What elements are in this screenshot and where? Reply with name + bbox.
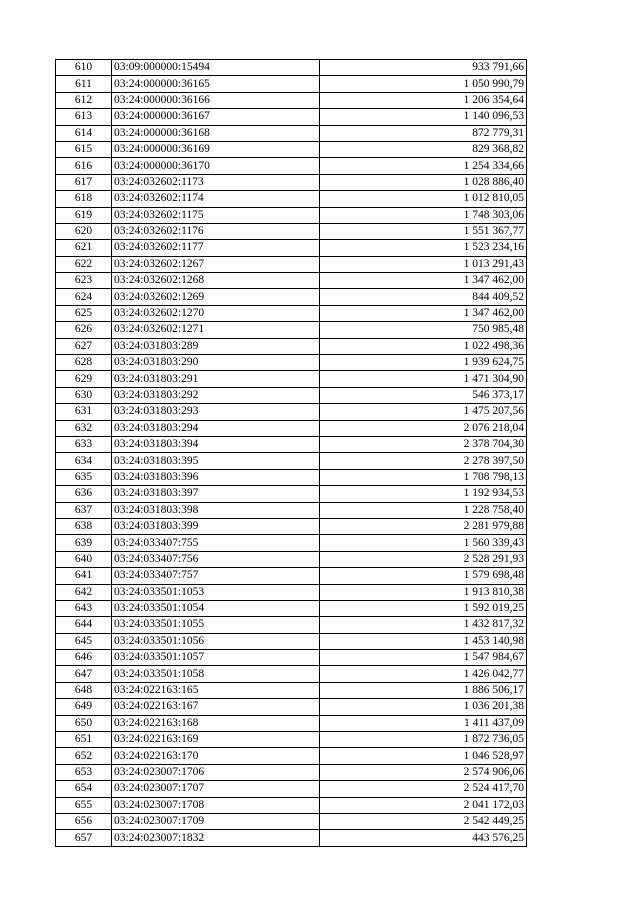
table-row <box>56 682 527 698</box>
row-number-cell: 649 <box>56 699 112 715</box>
row-number-cell: 644 <box>56 617 112 633</box>
row-number-cell: 645 <box>56 633 112 649</box>
table-row <box>56 633 527 649</box>
row-number-cell: 638 <box>56 518 112 534</box>
cadastral-number-cell: 03:24:033407:756 <box>112 551 320 567</box>
row-number-cell: 657 <box>56 830 112 846</box>
table-row <box>56 748 527 764</box>
cadastral-value-cell: 2 524 417,70 <box>320 781 527 797</box>
row-number-cell: 647 <box>56 666 112 682</box>
cadastral-value-cell: 1 748 303,06 <box>320 207 527 223</box>
table-row <box>56 191 527 207</box>
row-number-cell: 613 <box>56 109 112 125</box>
cadastral-number-cell: 03:24:023007:1708 <box>112 797 320 813</box>
table-row <box>56 797 527 813</box>
cadastral-value-cell: 2 278 397,50 <box>320 453 527 469</box>
row-number-cell: 628 <box>56 355 112 371</box>
row-number-cell: 637 <box>56 502 112 518</box>
cadastral-number-cell: 03:24:031803:399 <box>112 518 320 534</box>
row-number-cell: 653 <box>56 764 112 780</box>
cadastral-value-cell: 1 022 498,36 <box>320 338 527 354</box>
cadastral-number-cell: 03:24:033501:1057 <box>112 650 320 666</box>
table-row <box>56 830 527 846</box>
table-row <box>56 305 527 321</box>
table-row <box>56 699 527 715</box>
cadastral-value-cell: 2 542 449,25 <box>320 813 527 829</box>
table-row <box>56 240 527 256</box>
cadastral-value-cell: 546 373,17 <box>320 387 527 403</box>
row-number-cell: 648 <box>56 682 112 698</box>
cadastral-value-cell: 1 013 291,43 <box>320 256 527 272</box>
table-row <box>56 371 527 387</box>
row-number-cell: 636 <box>56 486 112 502</box>
cadastral-value-cell: 1 708 798,13 <box>320 469 527 485</box>
cadastral-value-cell: 1 547 984,67 <box>320 650 527 666</box>
row-number-cell: 612 <box>56 92 112 108</box>
cadastral-number-cell: 03:24:031803:397 <box>112 486 320 502</box>
cadastral-value-cell: 1 872 736,05 <box>320 732 527 748</box>
row-number-cell: 618 <box>56 191 112 207</box>
row-number-cell: 640 <box>56 551 112 567</box>
cadastral-value-cell: 1 347 462,00 <box>320 305 527 321</box>
table-row <box>56 404 527 420</box>
cadastral-value-cell: 2 574 906,06 <box>320 764 527 780</box>
cadastral-number-cell: 03:09:000000:15494 <box>112 60 320 76</box>
row-number-cell: 635 <box>56 469 112 485</box>
cadastral-number-cell: 03:24:023007:1832 <box>112 830 320 846</box>
table-row <box>56 338 527 354</box>
row-number-cell: 620 <box>56 223 112 239</box>
table-row <box>56 355 527 371</box>
cadastral-number-cell: 03:24:032602:1176 <box>112 223 320 239</box>
cadastral-number-cell: 03:24:031803:293 <box>112 404 320 420</box>
cadastral-value-cell: 1 347 462,00 <box>320 273 527 289</box>
cadastral-number-cell: 03:24:000000:36170 <box>112 158 320 174</box>
table-row <box>56 141 527 157</box>
cadastral-number-cell: 03:24:031803:291 <box>112 371 320 387</box>
cadastral-number-cell: 03:24:032602:1267 <box>112 256 320 272</box>
cadastral-value-cell: 1 050 990,79 <box>320 76 527 92</box>
table-row <box>56 420 527 436</box>
cadastral-number-cell: 03:24:032602:1174 <box>112 191 320 207</box>
cadastral-number-cell: 03:24:031803:396 <box>112 469 320 485</box>
row-number-cell: 616 <box>56 158 112 174</box>
cadastral-number-cell: 03:24:023007:1707 <box>112 781 320 797</box>
row-number-cell: 652 <box>56 748 112 764</box>
table-row <box>56 781 527 797</box>
cadastral-number-cell: 03:24:000000:36165 <box>112 76 320 92</box>
row-number-cell: 650 <box>56 715 112 731</box>
cadastral-value-cell: 2 528 291,93 <box>320 551 527 567</box>
row-number-cell: 621 <box>56 240 112 256</box>
cadastral-value-cell: 1 886 506,17 <box>320 682 527 698</box>
cadastral-number-cell: 03:24:032602:1177 <box>112 240 320 256</box>
cadastral-number-cell: 03:24:033501:1056 <box>112 633 320 649</box>
cadastral-value-cell: 1 471 304,90 <box>320 371 527 387</box>
table-row <box>56 109 527 125</box>
cadastral-number-cell: 03:24:031803:290 <box>112 355 320 371</box>
row-number-cell: 646 <box>56 650 112 666</box>
cadastral-value-cell: 1 475 207,56 <box>320 404 527 420</box>
cadastral-number-cell: 03:24:033501:1053 <box>112 584 320 600</box>
cadastral-number-cell: 03:24:033501:1054 <box>112 600 320 616</box>
cadastral-number-cell: 03:24:031803:294 <box>112 420 320 436</box>
table-row <box>56 469 527 485</box>
table-row <box>56 617 527 633</box>
cadastral-value-table <box>55 59 527 847</box>
table-row <box>56 650 527 666</box>
row-number-cell: 634 <box>56 453 112 469</box>
table-row <box>56 207 527 223</box>
cadastral-number-cell: 03:24:031803:395 <box>112 453 320 469</box>
cadastral-number-cell: 03:24:022163:170 <box>112 748 320 764</box>
table-row <box>56 158 527 174</box>
cadastral-number-cell: 03:24:033407:757 <box>112 568 320 584</box>
cadastral-number-cell: 03:24:032602:1270 <box>112 305 320 321</box>
table-row <box>56 732 527 748</box>
table-row <box>56 436 527 452</box>
cadastral-value-cell: 1 432 817,32 <box>320 617 527 633</box>
row-number-cell: 619 <box>56 207 112 223</box>
cadastral-number-cell: 03:24:033501:1058 <box>112 666 320 682</box>
cadastral-number-cell: 03:24:022163:165 <box>112 682 320 698</box>
table-row <box>56 273 527 289</box>
row-number-cell: 624 <box>56 289 112 305</box>
table-row <box>56 60 527 76</box>
cadastral-value-cell: 1 523 234,16 <box>320 240 527 256</box>
cadastral-number-cell: 03:24:031803:292 <box>112 387 320 403</box>
table-row <box>56 322 527 338</box>
cadastral-value-cell: 2 041 172,03 <box>320 797 527 813</box>
row-number-cell: 654 <box>56 781 112 797</box>
table-row <box>56 715 527 731</box>
cadastral-number-cell: 03:24:032602:1175 <box>112 207 320 223</box>
cadastral-value-cell: 1 254 334,66 <box>320 158 527 174</box>
cadastral-value-cell: 1 036 201,38 <box>320 699 527 715</box>
row-number-cell: 627 <box>56 338 112 354</box>
row-number-cell: 625 <box>56 305 112 321</box>
cadastral-number-cell: 03:24:032602:1269 <box>112 289 320 305</box>
table-row <box>56 92 527 108</box>
cadastral-number-cell: 03:24:031803:289 <box>112 338 320 354</box>
cadastral-number-cell: 03:24:022163:167 <box>112 699 320 715</box>
table-row <box>56 502 527 518</box>
cadastral-value-cell: 872 779,31 <box>320 125 527 141</box>
cadastral-value-cell: 829 368,82 <box>320 141 527 157</box>
row-number-cell: 626 <box>56 322 112 338</box>
row-number-cell: 651 <box>56 732 112 748</box>
cadastral-number-cell: 03:24:031803:398 <box>112 502 320 518</box>
cadastral-value-cell: 1 192 934,53 <box>320 486 527 502</box>
cadastral-value-cell: 1 453 140,98 <box>320 633 527 649</box>
table-row <box>56 551 527 567</box>
cadastral-number-cell: 03:24:022163:168 <box>112 715 320 731</box>
row-number-cell: 629 <box>56 371 112 387</box>
cadastral-value-cell: 1 140 096,53 <box>320 109 527 125</box>
row-number-cell: 655 <box>56 797 112 813</box>
row-number-cell: 610 <box>56 60 112 76</box>
cadastral-number-cell: 03:24:000000:36168 <box>112 125 320 141</box>
row-number-cell: 630 <box>56 387 112 403</box>
cadastral-value-cell: 750 985,48 <box>320 322 527 338</box>
cadastral-number-cell: 03:24:031803:394 <box>112 436 320 452</box>
cadastral-number-cell: 03:24:000000:36167 <box>112 109 320 125</box>
cadastral-number-cell: 03:24:000000:36166 <box>112 92 320 108</box>
cadastral-value-cell: 1 206 354,64 <box>320 92 527 108</box>
cadastral-value-cell: 844 409,52 <box>320 289 527 305</box>
cadastral-number-cell: 03:24:023007:1709 <box>112 813 320 829</box>
table-row <box>56 125 527 141</box>
table-row <box>56 453 527 469</box>
table-row <box>56 600 527 616</box>
row-number-cell: 643 <box>56 600 112 616</box>
cadastral-value-cell: 1 560 339,43 <box>320 535 527 551</box>
row-number-cell: 623 <box>56 273 112 289</box>
cadastral-value-cell: 2 378 704,30 <box>320 436 527 452</box>
table-row <box>56 256 527 272</box>
cadastral-number-cell: 03:24:033501:1055 <box>112 617 320 633</box>
row-number-cell: 656 <box>56 813 112 829</box>
cadastral-value-cell: 1 228 758,40 <box>320 502 527 518</box>
cadastral-value-cell: 1 411 437,09 <box>320 715 527 731</box>
table-row <box>56 568 527 584</box>
cadastral-value-cell: 2 076 218,04 <box>320 420 527 436</box>
cadastral-number-cell: 03:24:032602:1268 <box>112 273 320 289</box>
row-number-cell: 631 <box>56 404 112 420</box>
row-number-cell: 614 <box>56 125 112 141</box>
row-number-cell: 639 <box>56 535 112 551</box>
row-number-cell: 622 <box>56 256 112 272</box>
table-row <box>56 486 527 502</box>
table-row <box>56 813 527 829</box>
table-row <box>56 174 527 190</box>
table-row <box>56 289 527 305</box>
cadastral-value-cell: 1 012 810,05 <box>320 191 527 207</box>
cadastral-value-cell: 1 426 042,77 <box>320 666 527 682</box>
row-number-cell: 617 <box>56 174 112 190</box>
cadastral-value-cell: 933 791,66 <box>320 60 527 76</box>
cadastral-value-cell: 1 592 019,25 <box>320 600 527 616</box>
cadastral-number-cell: 03:24:032602:1173 <box>112 174 320 190</box>
row-number-cell: 633 <box>56 436 112 452</box>
cadastral-number-cell: 03:24:032602:1271 <box>112 322 320 338</box>
cadastral-number-cell: 03:24:022163:169 <box>112 732 320 748</box>
table-row <box>56 584 527 600</box>
table-row <box>56 518 527 534</box>
table-row <box>56 387 527 403</box>
table-row <box>56 223 527 239</box>
cadastral-value-cell: 1 551 367,77 <box>320 223 527 239</box>
cadastral-value-cell: 1 913 810,38 <box>320 584 527 600</box>
table-row <box>56 535 527 551</box>
cadastral-value-cell: 443 576,25 <box>320 830 527 846</box>
row-number-cell: 615 <box>56 141 112 157</box>
row-number-cell: 642 <box>56 584 112 600</box>
cadastral-value-cell: 1 579 698,48 <box>320 568 527 584</box>
cadastral-value-cell: 1 939 624,75 <box>320 355 527 371</box>
cadastral-number-cell: 03:24:000000:36169 <box>112 141 320 157</box>
cadastral-value-cell: 1 046 528,97 <box>320 748 527 764</box>
row-number-cell: 632 <box>56 420 112 436</box>
cadastral-value-cell: 2 281 979,88 <box>320 518 527 534</box>
cadastral-number-cell: 03:24:033407:755 <box>112 535 320 551</box>
row-number-cell: 611 <box>56 76 112 92</box>
cadastral-number-cell: 03:24:023007:1706 <box>112 764 320 780</box>
row-number-cell: 641 <box>56 568 112 584</box>
table-row <box>56 76 527 92</box>
table-row <box>56 764 527 780</box>
cadastral-value-cell: 1 028 886,40 <box>320 174 527 190</box>
table-row <box>56 666 527 682</box>
table-body <box>56 60 527 847</box>
